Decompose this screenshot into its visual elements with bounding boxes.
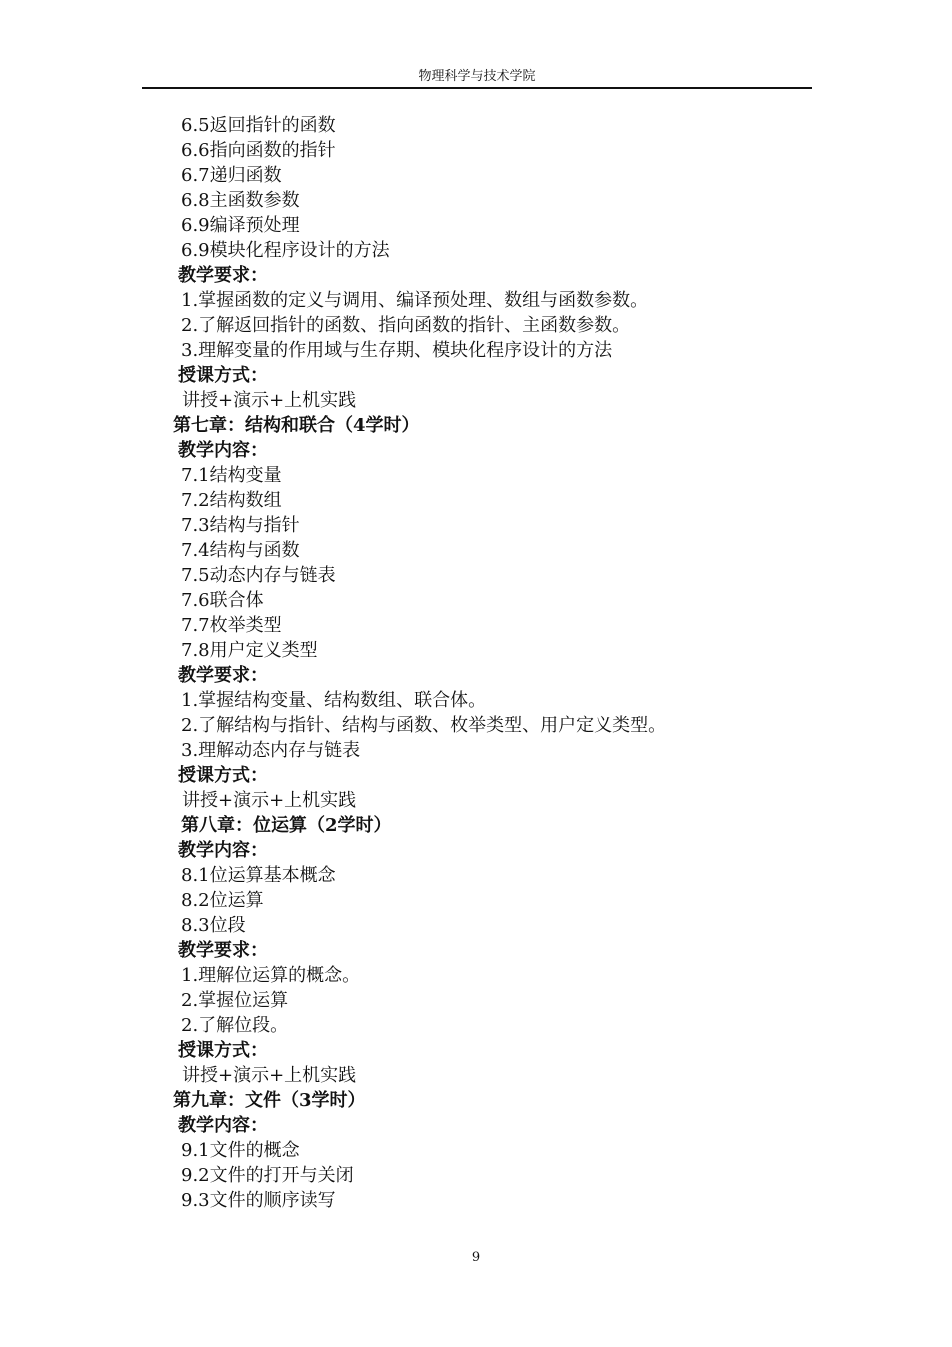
section-item: 7.6联合体 [181, 590, 264, 611]
section-item: 7.8用户定义类型 [181, 640, 318, 661]
chapter-heading: 第八章：位运算（2学时） [181, 815, 392, 836]
section-item: 7.3结构与指针 [181, 515, 300, 536]
header-title: 物理科学与技术学院 [418, 69, 536, 84]
chapter-heading: 第七章：结构和联合（4学时） [173, 415, 420, 436]
section-item: 7.2结构数组 [181, 490, 282, 511]
section-item: 7.7枚举类型 [181, 615, 282, 636]
subheading: 授课方式： [178, 365, 268, 386]
section-item: 9.1文件的概念 [181, 1140, 300, 1161]
section-item: 7.4结构与函数 [181, 540, 300, 561]
section-item: 6.6指向函数的指针 [181, 140, 336, 161]
section-item: 6.9编译预处理 [181, 215, 300, 236]
subheading: 教学内容： [178, 840, 268, 861]
section-item: 7.1结构变量 [181, 465, 282, 486]
requirement-item: 3.理解动态内存与链表 [181, 740, 361, 761]
requirement-item: 3.理解变量的作用域与生存期、模块化程序设计的方法 [181, 340, 613, 361]
requirement-item: 2.了解位段。 [181, 1015, 289, 1036]
section-item: 8.3位段 [181, 915, 246, 936]
section-item: 6.7递归函数 [181, 165, 282, 186]
requirement-item: 2.了解返回指针的函数、指向函数的指针、主函数参数。 [181, 315, 631, 336]
subheading: 授课方式： [178, 1040, 268, 1061]
section-item: 9.3文件的顺序读写 [181, 1190, 336, 1211]
requirement-item: 1.掌握结构变量、结构数组、联合体。 [181, 690, 487, 711]
section-item: 7.5动态内存与链表 [181, 565, 336, 586]
section-item: 6.8主函数参数 [181, 190, 300, 211]
section-item: 9.2文件的打开与关闭 [181, 1165, 354, 1186]
requirement-item: 1.掌握函数的定义与调用、编译预处理、数组与函数参数。 [181, 290, 649, 311]
subheading: 教学要求： [178, 665, 268, 686]
section-item: 8.2位运算 [181, 890, 264, 911]
page-number: 9 [471, 1250, 481, 1265]
section-item: 8.1位运算基本概念 [181, 865, 336, 886]
subheading: 教学要求： [178, 265, 268, 286]
header-rule [142, 87, 812, 89]
section-item: 6.5返回指针的函数 [181, 115, 336, 136]
teaching-method: 讲授+演示+上机实践 [182, 1065, 357, 1086]
section-item: 6.9模块化程序设计的方法 [181, 240, 390, 261]
teaching-method: 讲授+演示+上机实践 [182, 390, 357, 411]
requirement-item: 2.了解结构与指针、结构与函数、枚举类型、用户定义类型。 [181, 715, 667, 736]
chapter-heading: 第九章：文件（3学时） [173, 1090, 366, 1111]
subheading: 教学内容： [178, 1115, 268, 1136]
teaching-method: 讲授+演示+上机实践 [182, 790, 357, 811]
subheading: 教学内容： [178, 440, 268, 461]
subheading: 教学要求： [178, 940, 268, 961]
requirement-item: 1.理解位运算的概念。 [181, 965, 361, 986]
requirement-item: 2.掌握位运算 [181, 990, 289, 1011]
subheading: 授课方式： [178, 765, 268, 786]
